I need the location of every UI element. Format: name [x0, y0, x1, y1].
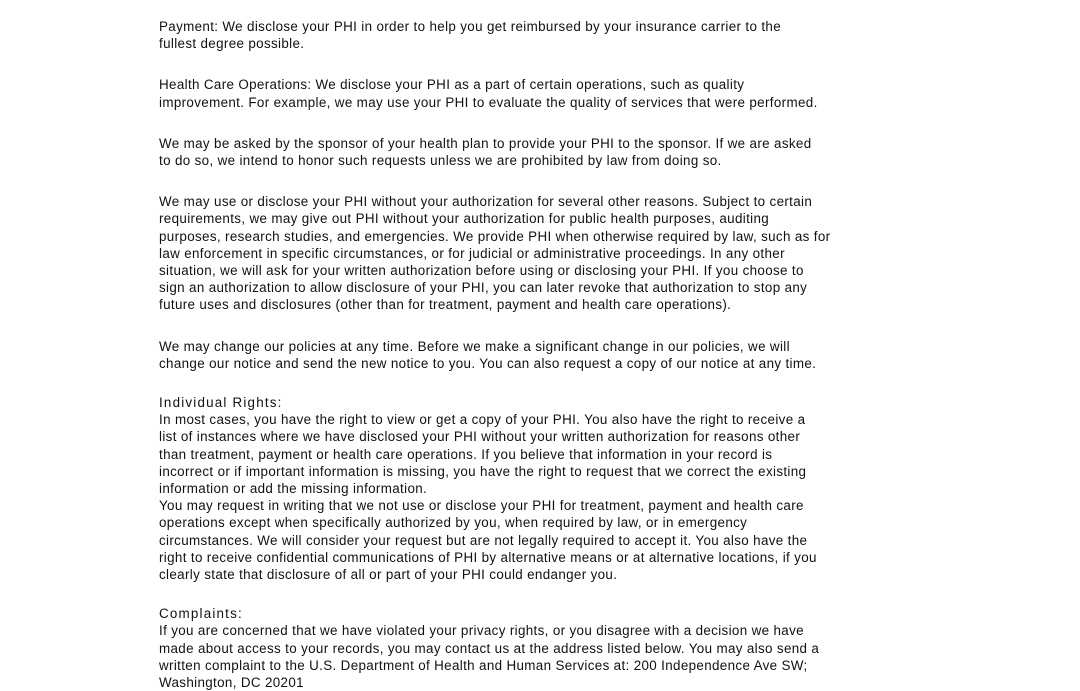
paragraph-line: If you are concerned that we have violated your privacy rights, or you disagree with a decision we have — [159, 623, 804, 639]
paragraph-line: situation, we will ask for your written authorization before using or disclosing your PHI. If you choose to — [159, 263, 804, 279]
paragraph-line: Health Care Operations: We disclose your PHI as a part of certain operations, such as quality — [159, 77, 745, 93]
paragraph-line: You may request in writing that we not use or disclose your PHI for treatment, payment and health care — [159, 498, 804, 514]
paragraph-line: future uses and disclosures (other than for treatment, payment and health care operations). — [159, 297, 732, 313]
policy-change-paragraph — [159, 338, 939, 372]
paragraph-line: purposes, research studies, and emergencies. We provide PHI when otherwise required by law, such as for — [159, 228, 831, 244]
paragraph-line: circumstances. We will consider your request but are not legally required to accept it. You also have the — [159, 532, 808, 548]
complaints-section — [159, 605, 939, 691]
complaints-heading: Complaints: — [159, 606, 243, 622]
paragraph-line: information or add the missing information. — [159, 481, 428, 497]
paragraph-line: incorrect or if important information is missing, you have the right to request that we correct the existing — [159, 463, 807, 479]
paragraph-line: written complaint to the U.S. Department of Health and Human Services at: 200 Independence Ave SW; — [159, 657, 808, 673]
paragraph-line: operations except when specifically authorized by you, when required by law, or in emergency — [159, 515, 748, 531]
paragraph-line: Payment: We disclose your PHI in order to help you get reimbursed by your insurance carrier to the — [159, 19, 782, 34]
paragraph-line: We may change our policies at any time. Before we make a significant change in our policies, we will — [159, 338, 790, 354]
paragraph-line: to do so, we intend to honor such requests unless we are prohibited by law from doing so. — [159, 153, 722, 169]
paragraph-line: improvement. For example, we may use your PHI to evaluate the quality of services that were performed. — [159, 94, 818, 110]
operations-paragraph — [159, 76, 939, 110]
document-page — [159, 18, 939, 691]
paragraph-line: fullest degree possible. — [159, 36, 305, 52]
paragraph-line: list of instances where we have disclosed your PHI without your written authorization for reasons other — [159, 429, 801, 445]
paragraph-line: We may use or disclose your PHI without your authorization for several other reasons. Subject to certain — [159, 194, 813, 210]
paragraph-line: sign an authorization to allow disclosure of your PHI, you can later revoke that authorization to stop any — [159, 280, 808, 296]
paragraph-line: clearly state that disclosure of all or part of your PHI could endanger you. — [159, 567, 618, 583]
paragraph-line: In most cases, you have the right to view or get a copy of your PHI. You also have the right to receive a — [159, 412, 806, 428]
paragraph-line: than treatment, payment or health care operations. If you believe that information in your record is — [159, 446, 773, 462]
paragraph-line: law enforcement in specific circumstances, or for judicial or administrative proceedings. In any other — [159, 245, 785, 261]
without-authorization-paragraph — [159, 193, 939, 313]
paragraph-line: change our notice and send the new notice to you. You can also request a copy of our notice at any time. — [159, 355, 817, 371]
payment-paragraph — [159, 18, 939, 52]
paragraph-line: made about access to your records, you may contact us at the address listed below. You may also send a — [159, 640, 820, 656]
paragraph-line: requirements, we may give out PHI without your authorization for public health purposes, auditing — [159, 211, 770, 227]
paragraph-line: Washington, DC 20201 — [159, 675, 304, 691]
sponsor-paragraph — [159, 135, 939, 169]
paragraph-line: right to receive confidential communications of PHI by alternative means or at alternative locations, if you — [159, 549, 817, 565]
individual-rights-section — [159, 394, 939, 583]
paragraph-line: We may be asked by the sponsor of your health plan to provide your PHI to the sponsor. If we are asked — [159, 135, 812, 151]
individual-rights-heading: Individual Rights: — [159, 395, 283, 411]
